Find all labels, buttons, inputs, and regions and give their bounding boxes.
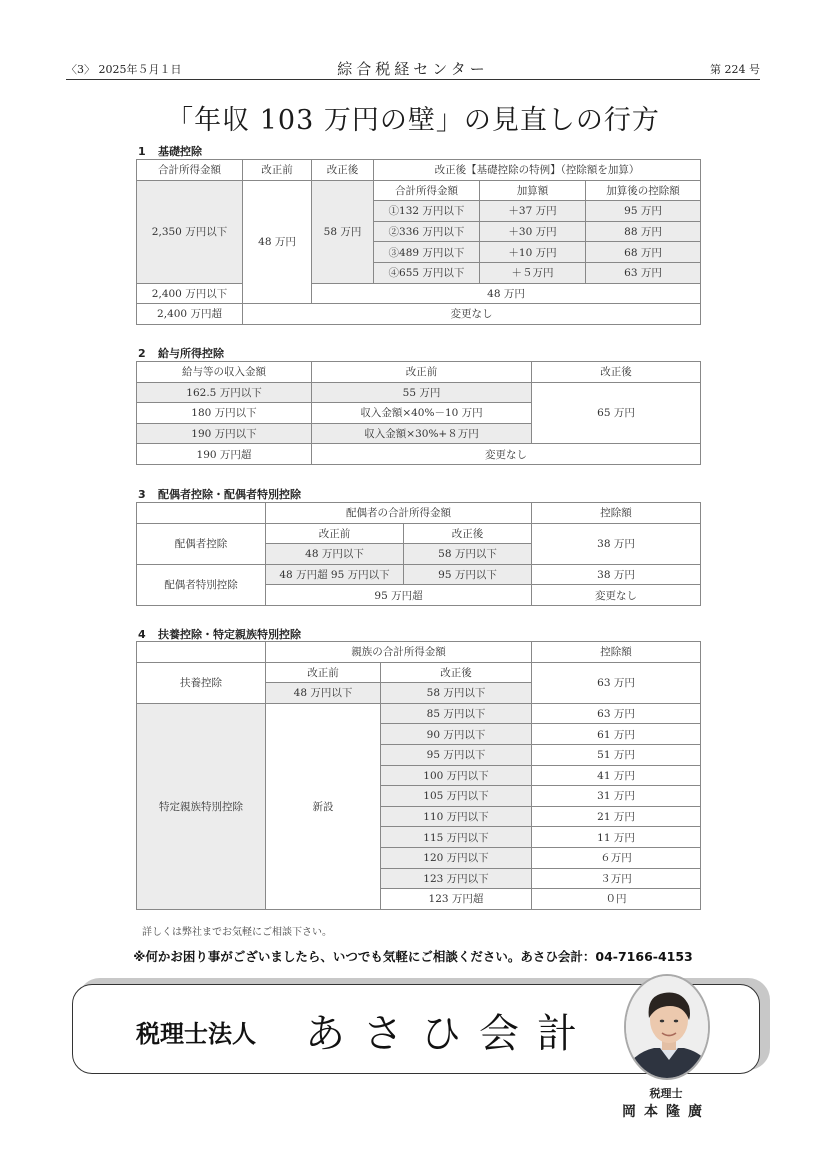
sub-header: 加算額 <box>480 180 586 201</box>
col-header: 控除額 <box>532 503 701 524</box>
row-label: 配偶者特別控除 <box>137 564 266 605</box>
sub-header: 改正後 <box>404 523 532 544</box>
table-cell: ①132 万円以下 <box>374 201 480 222</box>
amount-cell: 51 万円 <box>532 744 701 765</box>
amount-cell: 61 万円 <box>532 724 701 745</box>
amount-cell: 63 万円 <box>532 662 701 703</box>
page-title: 「年収 103 万円の壁」の見直しの行方 <box>166 105 660 136</box>
amount-cell: 21 万円 <box>532 806 701 827</box>
income-cell: 2,400 万円以下 <box>137 283 243 304</box>
portrait-icon <box>626 976 710 1080</box>
col-header: 配偶者の合計所得金額 <box>266 503 532 524</box>
table-cell: 162.5 万円以下 <box>137 382 312 403</box>
sub-header: 改正前 <box>266 523 404 544</box>
section-1-heading <box>138 143 202 159</box>
empty-cell <box>137 503 266 524</box>
table-cell: ＋10 万円 <box>480 242 586 263</box>
note-text: 詳しくは弊社までお気軽にご相談下さい。 <box>142 927 332 938</box>
sub-header: 加算後の控除額 <box>586 180 701 201</box>
amount-cell: 変更なし <box>532 585 701 606</box>
portrait-photo <box>624 974 710 1080</box>
amount-cell: 11 万円 <box>532 827 701 848</box>
amount-cell: ３万円 <box>532 868 701 889</box>
table-cell: 95 万円以下 <box>404 564 532 585</box>
table-cell: 68 万円 <box>586 242 701 263</box>
empty-cell <box>137 642 266 663</box>
col-header: 親族の合計所得金額 <box>266 642 532 663</box>
table-cell: 48 万円以下 <box>266 544 404 565</box>
sub-header: 合計所得金額 <box>374 180 480 201</box>
table-cell: 55 万円 <box>312 382 532 403</box>
table-cell: ②336 万円以下 <box>374 221 480 242</box>
col-header: 改正前 <box>312 362 532 383</box>
table-cell: 110 万円以下 <box>381 806 532 827</box>
row-label: 特定親族特別控除 <box>137 703 266 909</box>
table-cell: 180 万円以下 <box>137 403 312 424</box>
after-cell: 65 万円 <box>532 382 701 444</box>
amount-cell: 38 万円 <box>532 523 701 564</box>
dependent-deduction-table <box>136 641 701 910</box>
section-number: 3 <box>138 488 146 501</box>
table-cell: 90 万円以下 <box>381 724 532 745</box>
table-cell: 58 万円以下 <box>381 683 532 704</box>
section-4-heading <box>138 626 301 642</box>
amount-cell: 31 万円 <box>532 786 701 807</box>
amount-cell: 63 万円 <box>532 703 701 724</box>
table-cell: 48 万円超 95 万円以下 <box>266 564 404 585</box>
issue-date: 〈3〉 2025年５月１日 <box>66 63 182 76</box>
table-cell: 88 万円 <box>586 221 701 242</box>
table-cell: 100 万円以下 <box>381 765 532 786</box>
table-cell: 58 万円以下 <box>404 544 532 565</box>
salary-deduction-table <box>136 361 701 465</box>
row-label: 扶養控除 <box>137 662 266 703</box>
table-cell: 63 万円 <box>586 262 701 283</box>
table-cell: 85 万円以下 <box>381 703 532 724</box>
income-cell: 2,400 万円超 <box>137 304 243 325</box>
sub-header: 改正前 <box>266 662 381 683</box>
table-cell: 新設 <box>266 703 381 909</box>
sub-header: 改正後 <box>381 662 532 683</box>
col-header: 改正後 <box>312 160 374 181</box>
table-cell: ＋37 万円 <box>480 201 586 222</box>
table-cell: 変更なし <box>312 444 701 465</box>
table-cell: 115 万円以下 <box>381 827 532 848</box>
table-cell: 123 万円超 <box>381 889 532 910</box>
col-header: 改正後 <box>532 362 701 383</box>
table-cell: 190 万円以下 <box>137 423 312 444</box>
col-header: 合計所得金額 <box>137 160 243 181</box>
page-header <box>66 58 760 80</box>
table-cell: 190 万円超 <box>137 444 312 465</box>
issue-number: 第 224 号 <box>710 63 760 76</box>
section-title: 給与所得控除 <box>158 347 224 360</box>
table-cell: 120 万円以下 <box>381 847 532 868</box>
before-cell: 48 万円 <box>243 180 312 304</box>
section-number: 4 <box>138 628 146 641</box>
after-cell: 58 万円 <box>312 180 374 283</box>
amount-cell: ６万円 <box>532 847 701 868</box>
person-title: 税理士 <box>649 1087 683 1100</box>
income-cell: 2,350 万円以下 <box>137 180 243 283</box>
table-cell: 収入金額×30%+８万円 <box>312 423 532 444</box>
section-title: 基礎控除 <box>158 145 202 158</box>
col-header: 給与等の収入金額 <box>137 362 312 383</box>
person-name: 岡本隆廣 <box>622 1104 710 1120</box>
table-cell: 95 万円以下 <box>381 744 532 765</box>
table-cell: ＋５万円 <box>480 262 586 283</box>
table-cell: 105 万円以下 <box>381 786 532 807</box>
table-cell: 48 万円 <box>312 283 701 304</box>
table-cell: ＋30 万円 <box>480 221 586 242</box>
section-number: 1 <box>138 145 146 158</box>
col-header: 控除額 <box>532 642 701 663</box>
table-cell: 変更なし <box>243 304 701 325</box>
section-2-heading <box>138 345 224 361</box>
col-header: 改正前 <box>243 160 312 181</box>
table-cell: 123 万円以下 <box>381 868 532 889</box>
spouse-deduction-table <box>136 502 701 606</box>
section-number: 2 <box>138 347 146 360</box>
section-title: 扶養控除・特定親族特別控除 <box>158 628 301 641</box>
row-label: 配偶者控除 <box>137 523 266 564</box>
amount-cell: 41 万円 <box>532 765 701 786</box>
table-cell: 95 万円 <box>586 201 701 222</box>
table-cell: ③489 万円以下 <box>374 242 480 263</box>
corporation-type: 税理士法人 <box>136 1019 256 1048</box>
contact-line: ※何かお困り事がございましたら、いつでも気軽にご相談ください。あさひ会計：04-7166-4153 <box>133 949 693 964</box>
firm-name: あさひ会計 <box>305 1011 595 1057</box>
basic-deduction-table <box>136 159 701 325</box>
amount-cell: 38 万円 <box>532 564 701 585</box>
section-3-heading <box>138 486 301 502</box>
publication-name: 綜合税経センター <box>337 60 489 78</box>
table-cell: ④655 万円以下 <box>374 262 480 283</box>
section-title: 配偶者控除・配偶者特別控除 <box>158 488 301 501</box>
table-cell: 収入金額×40%－10 万円 <box>312 403 532 424</box>
table-cell: 48 万円以下 <box>266 683 381 704</box>
col-header: 改正後【基礎控除の特例】（控除額を加算） <box>374 160 701 181</box>
amount-cell: ０円 <box>532 889 701 910</box>
table-cell: 95 万円超 <box>266 585 532 606</box>
